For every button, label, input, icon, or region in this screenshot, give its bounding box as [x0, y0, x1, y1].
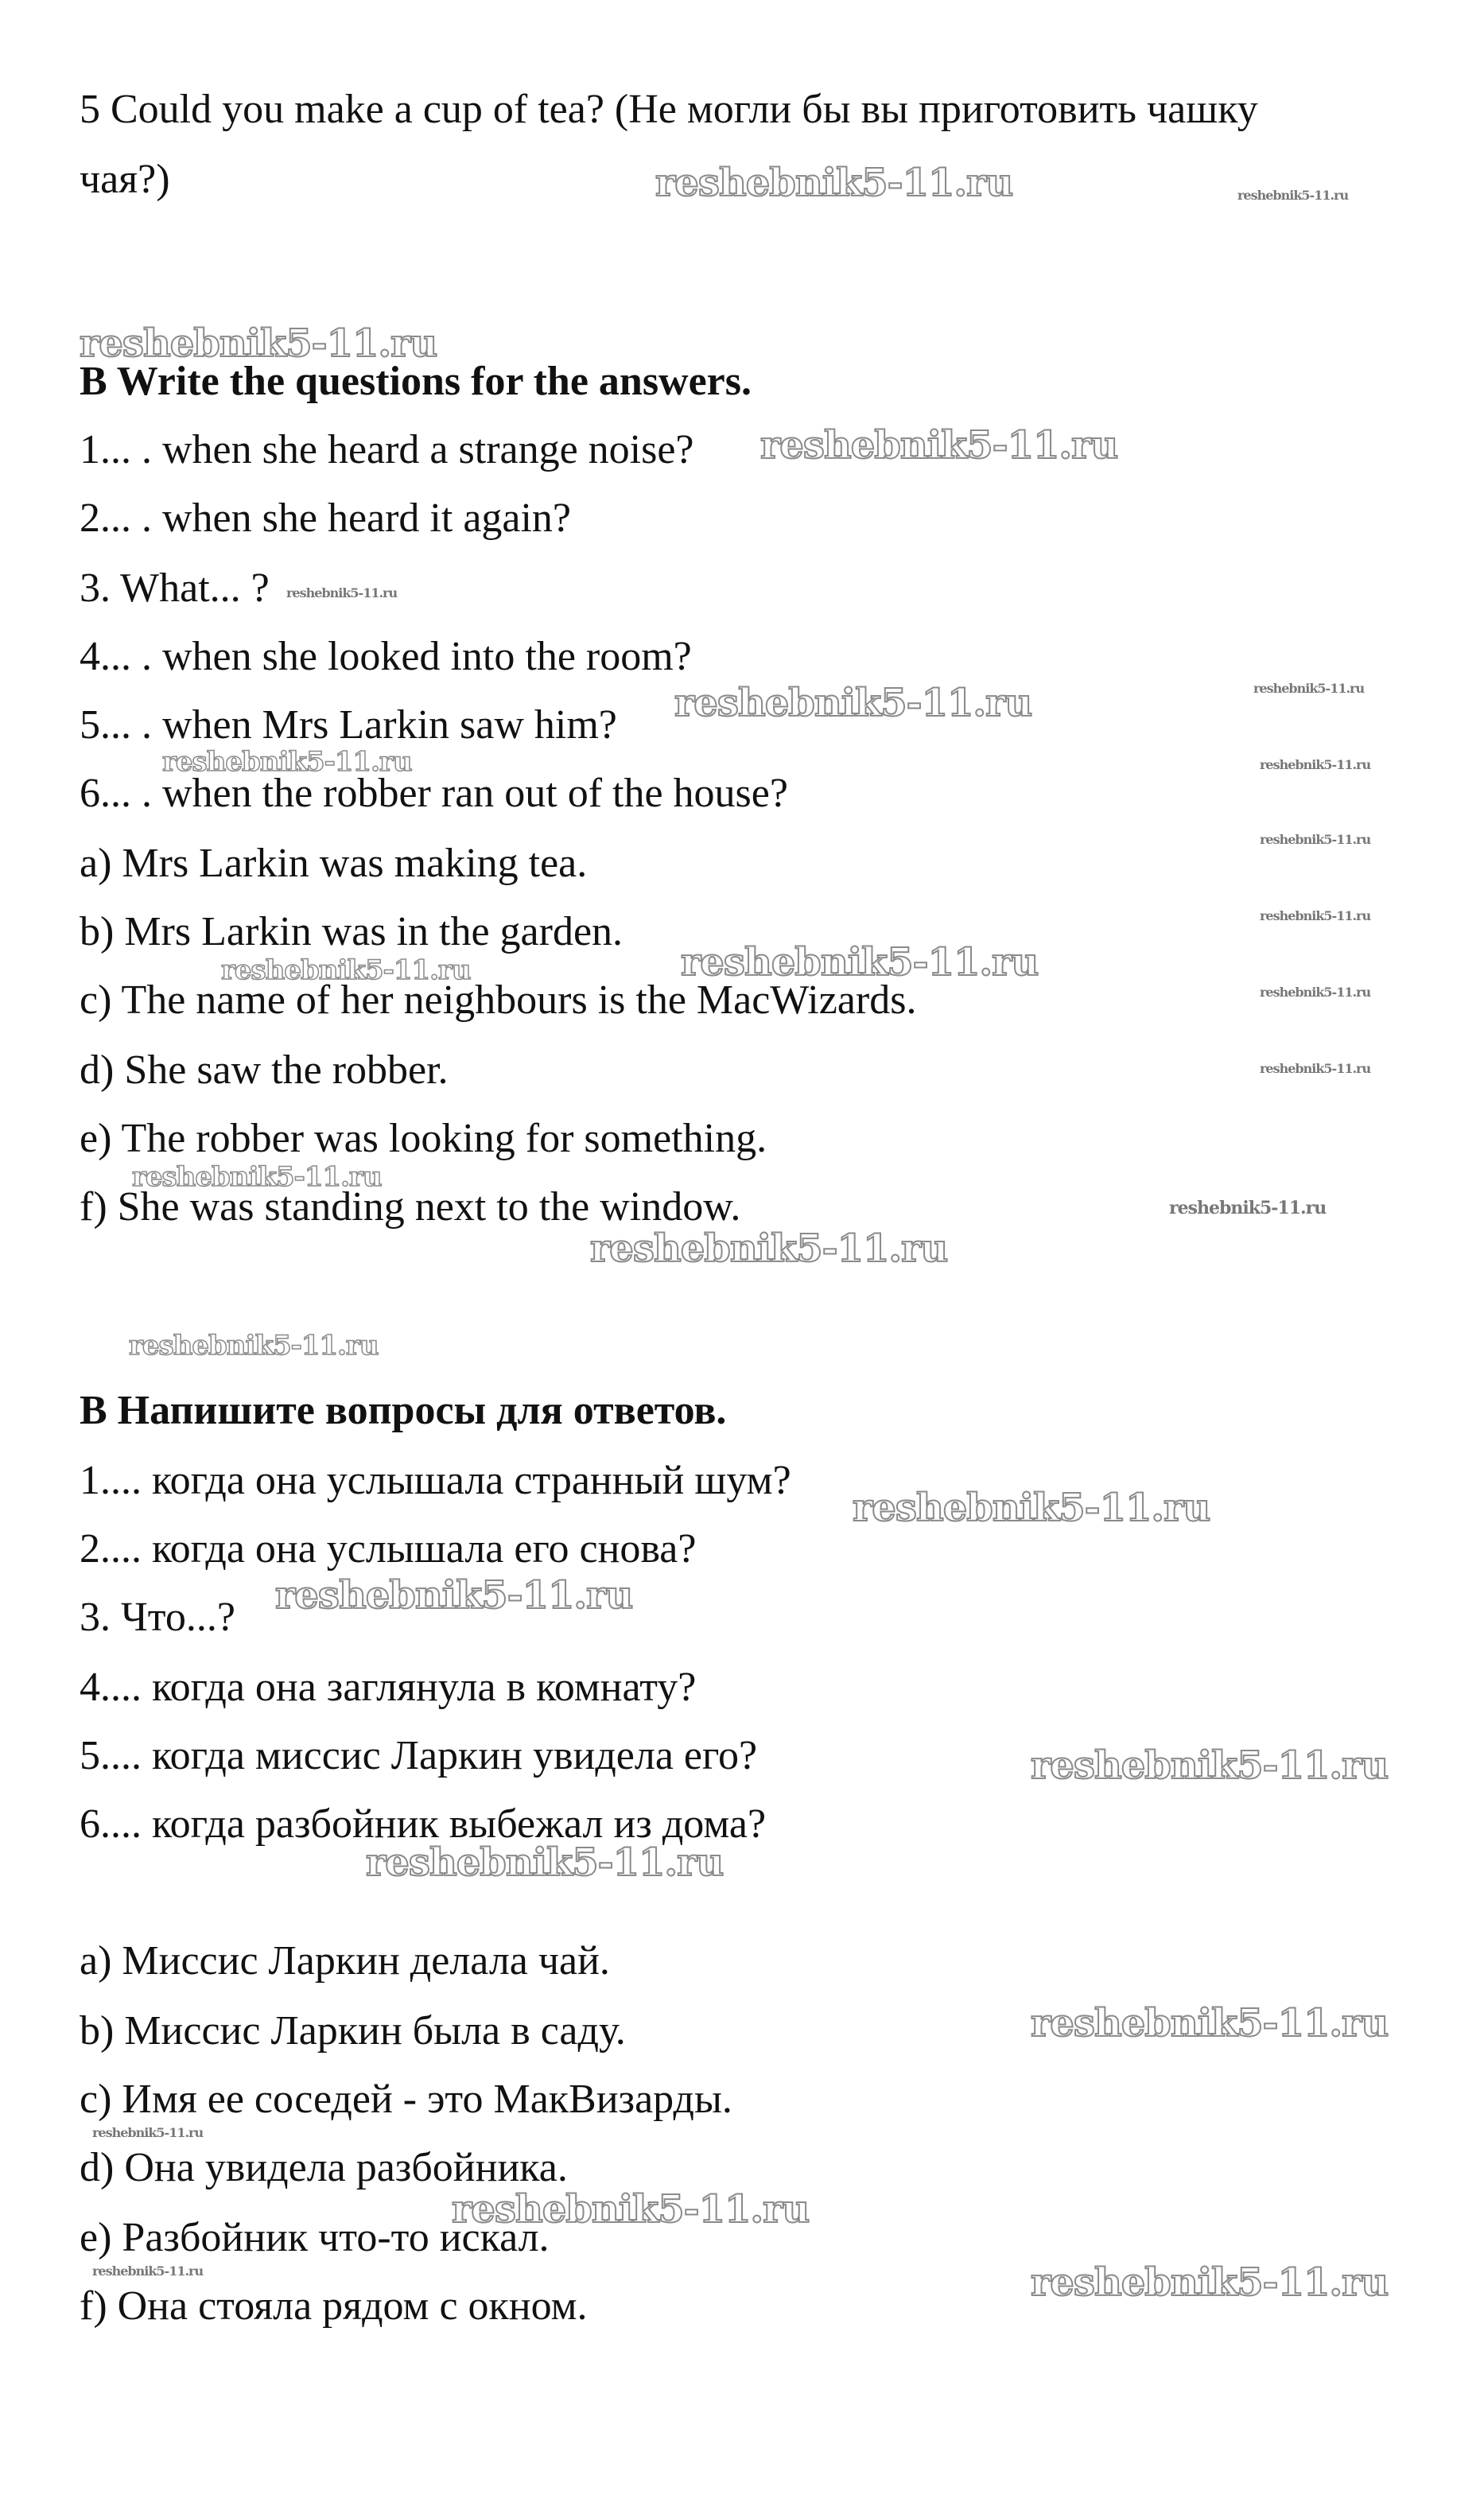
watermark: reshebnik5-11.ru	[221, 954, 471, 986]
english-answer-c: c) The name of her neighbours is the MacWizards.	[80, 977, 917, 1023]
russian-question-4: 4.... когда она заглянула в комнату?	[80, 1665, 697, 1710]
watermark: reshebnik5-11.ru	[590, 1226, 948, 1271]
watermark: reshebnik5-11.ru	[1260, 757, 1371, 772]
watermark: reshebnik5-11.ru	[452, 2187, 810, 2232]
watermark: reshebnik5-11.ru	[286, 585, 398, 600]
english-question-6: 6... . when the robber ran out of the house?	[80, 771, 788, 816]
english-question-1: 1... . when she heard a strange noise?	[80, 427, 694, 472]
english-question-3: 3. What... ?	[80, 565, 270, 611]
english-answer-e: e) The robber was looking for something.	[80, 1116, 767, 1161]
russian-question-2: 2.... когда она услышала его снова?	[80, 1526, 697, 1572]
intro-line-1: 5 Could you make a cup of tea? (Не могли бы вы приготовить чашку	[80, 87, 1258, 132]
watermark: reshebnik5-11.ru	[162, 746, 412, 778]
watermark: reshebnik5-11.ru	[1237, 188, 1349, 203]
english-answer-f: f) She was standing next to the window.	[80, 1184, 741, 1230]
english-question-4: 4... . when she looked into the room?	[80, 634, 692, 679]
watermark: reshebnik5-11.ru	[1031, 2260, 1389, 2305]
english-answer-a: a) Mrs Larkin was making tea.	[80, 841, 588, 886]
watermark: reshebnik5-11.ru	[1260, 985, 1371, 1000]
watermark: reshebnik5-11.ru	[1260, 908, 1371, 923]
watermark: reshebnik5-11.ru	[366, 1840, 724, 1885]
watermark: reshebnik5-11.ru	[80, 321, 437, 366]
watermark: reshebnik5-11.ru	[674, 681, 1032, 725]
watermark: reshebnik5-11.ru	[92, 2263, 204, 2279]
russian-question-5: 5.... когда миссис Ларкин увидела его?	[80, 1733, 758, 1778]
watermark: reshebnik5-11.ru	[1031, 2001, 1389, 2046]
watermark: reshebnik5-11.ru	[275, 1573, 633, 1618]
russian-answer-b: b) Миссис Ларкин была в саду.	[80, 2008, 626, 2054]
russian-question-3: 3. Что...?	[80, 1595, 235, 1640]
watermark: reshebnik5-11.ru	[655, 161, 1013, 205]
russian-question-1: 1.... когда она услышала странный шум?	[80, 1458, 791, 1503]
watermark: reshebnik5-11.ru	[1169, 1198, 1327, 1218]
english-question-2: 2... . when she heard it again?	[80, 495, 572, 541]
russian-answer-a: a) Миссис Ларкин делала чай.	[80, 1938, 610, 1984]
english-answer-b: b) Mrs Larkin was in the garden.	[80, 909, 624, 954]
watermark: reshebnik5-11.ru	[760, 423, 1118, 468]
russian-answer-e: e) Разбойник что-то искал.	[80, 2215, 550, 2260]
watermark: reshebnik5-11.ru	[853, 1486, 1210, 1530]
russian-answer-c: c) Имя ее соседей - это МакВизарды.	[80, 2077, 732, 2122]
russian-answer-d: d) Она увидела разбойника.	[80, 2145, 568, 2190]
watermark: reshebnik5-11.ru	[1253, 681, 1365, 696]
english-answer-d: d) She saw the robber.	[80, 1047, 449, 1093]
watermark: reshebnik5-11.ru	[681, 940, 1039, 985]
russian-answer-f: f) Она стояла рядом с окном.	[80, 2283, 588, 2329]
watermark: reshebnik5-11.ru	[132, 1161, 382, 1193]
russian-heading: В Напишите вопросы для ответов.	[80, 1388, 727, 1433]
russian-question-6: 6.... когда разбойник выбежал из дома?	[80, 1801, 767, 1847]
english-question-5: 5... . when Mrs Larkin saw him?	[80, 702, 617, 748]
watermark: reshebnik5-11.ru	[1260, 832, 1371, 847]
english-heading: B Write the questions for the answers.	[80, 359, 752, 404]
watermark: reshebnik5-11.ru	[1260, 1061, 1371, 1076]
watermark: reshebnik5-11.ru	[1031, 1743, 1389, 1788]
watermark: reshebnik5-11.ru	[129, 1330, 379, 1362]
intro-line-2: чая?)	[80, 157, 170, 202]
watermark: reshebnik5-11.ru	[92, 2125, 204, 2140]
